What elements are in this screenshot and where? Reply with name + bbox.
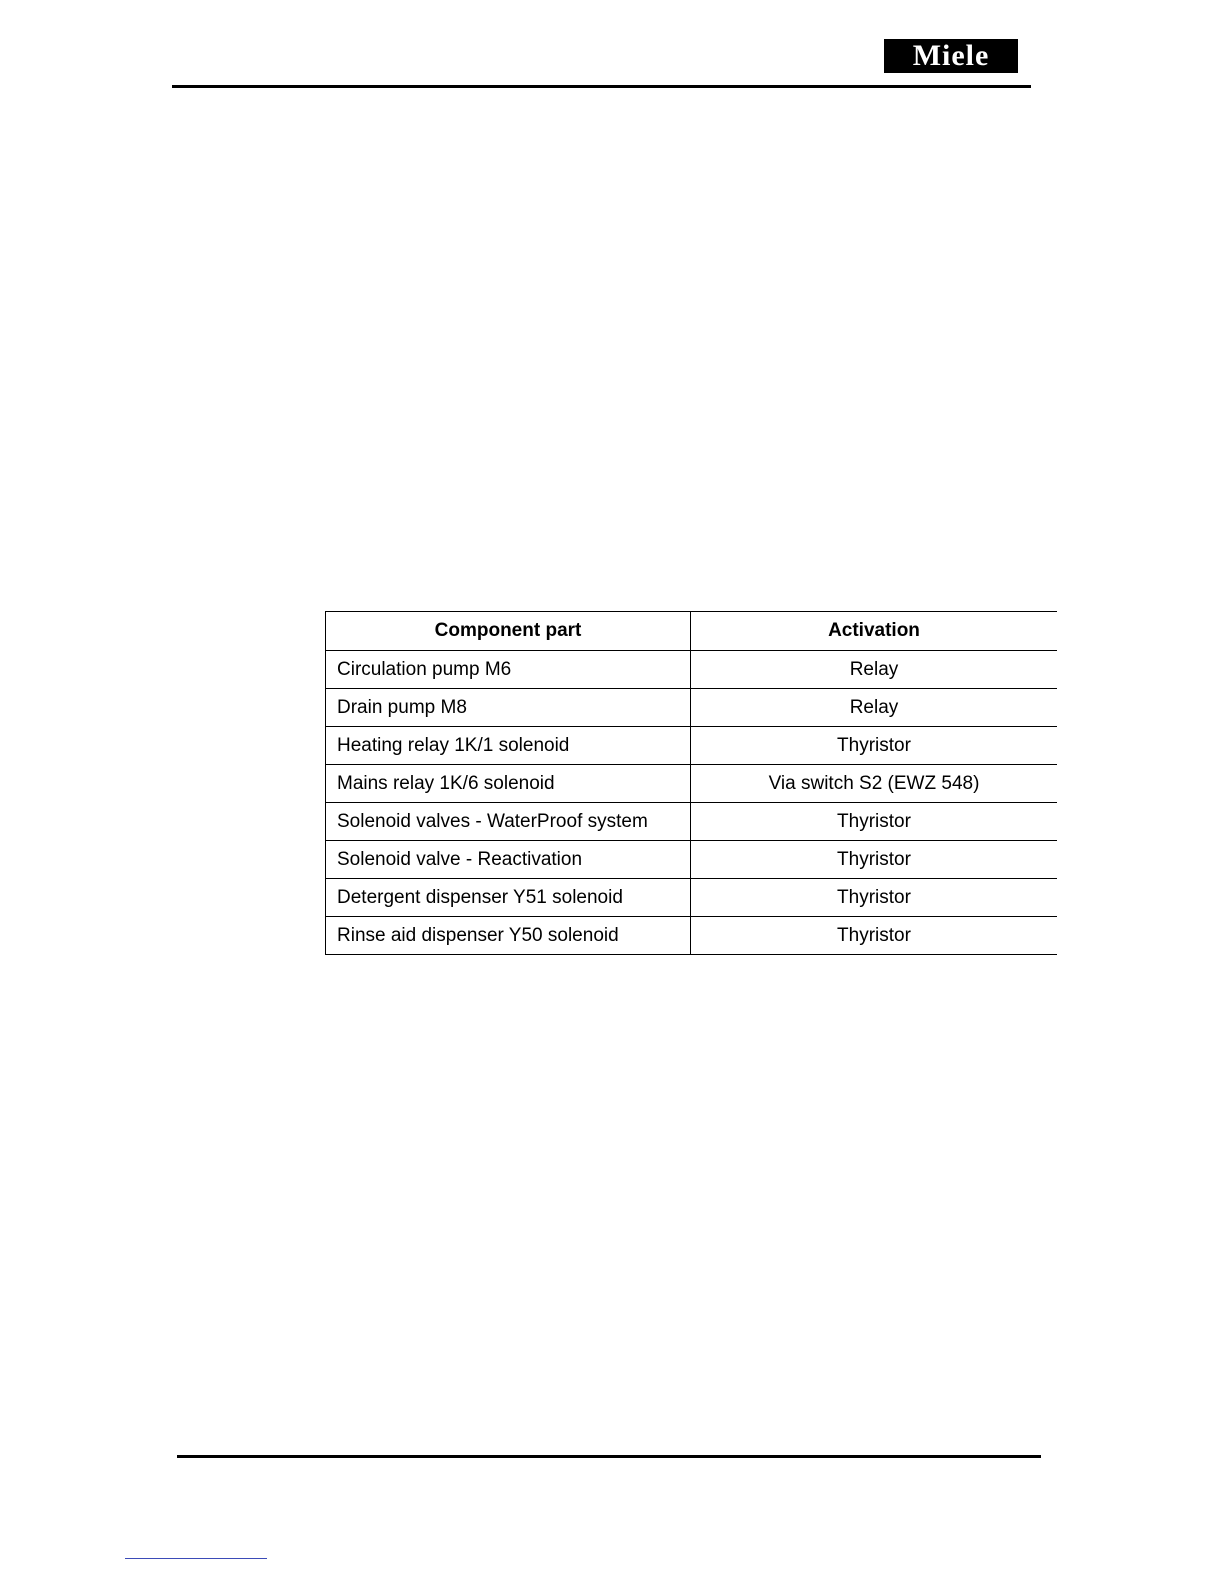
table-row	[326, 765, 1058, 803]
table-row	[326, 803, 1058, 841]
header-rule	[172, 85, 1031, 88]
miele-logo: Miele	[884, 39, 1018, 73]
table-row	[326, 879, 1058, 917]
activation-cell: Thyristor	[691, 841, 1058, 879]
activation-cell: Thyristor	[691, 803, 1058, 841]
component-activation-table	[325, 611, 1057, 955]
activation-cell: Thyristor	[691, 727, 1058, 765]
activation-cell: Thyristor	[691, 879, 1058, 917]
activation-cell: Thyristor	[691, 917, 1058, 955]
component-part-cell: Heating relay 1K/1 solenoid	[326, 727, 691, 765]
column-header-component-part: Component part	[326, 612, 691, 651]
activation-cell: Relay	[691, 689, 1058, 727]
component-part-cell: Circulation pump M6	[326, 651, 691, 689]
component-part-cell: Rinse aid dispenser Y50 solenoid	[326, 917, 691, 955]
table-header-row	[326, 612, 1058, 651]
component-part-cell: Solenoid valves - WaterProof system	[326, 803, 691, 841]
table-row	[326, 917, 1058, 955]
activation-cell: Via switch S2 (EWZ 548)	[691, 765, 1058, 803]
table-row	[326, 689, 1058, 727]
table-row	[326, 727, 1058, 765]
component-part-cell: Mains relay 1K/6 solenoid	[326, 765, 691, 803]
component-part-cell: Solenoid valve - Reactivation	[326, 841, 691, 879]
component-part-cell: Drain pump M8	[326, 689, 691, 727]
column-header-activation: Activation	[691, 612, 1058, 651]
table-row	[326, 841, 1058, 879]
activation-cell: Relay	[691, 651, 1058, 689]
component-part-cell: Detergent dispenser Y51 solenoid	[326, 879, 691, 917]
footer-link-underline	[125, 1558, 267, 1559]
table-row	[326, 651, 1058, 689]
footer-rule	[177, 1455, 1041, 1458]
